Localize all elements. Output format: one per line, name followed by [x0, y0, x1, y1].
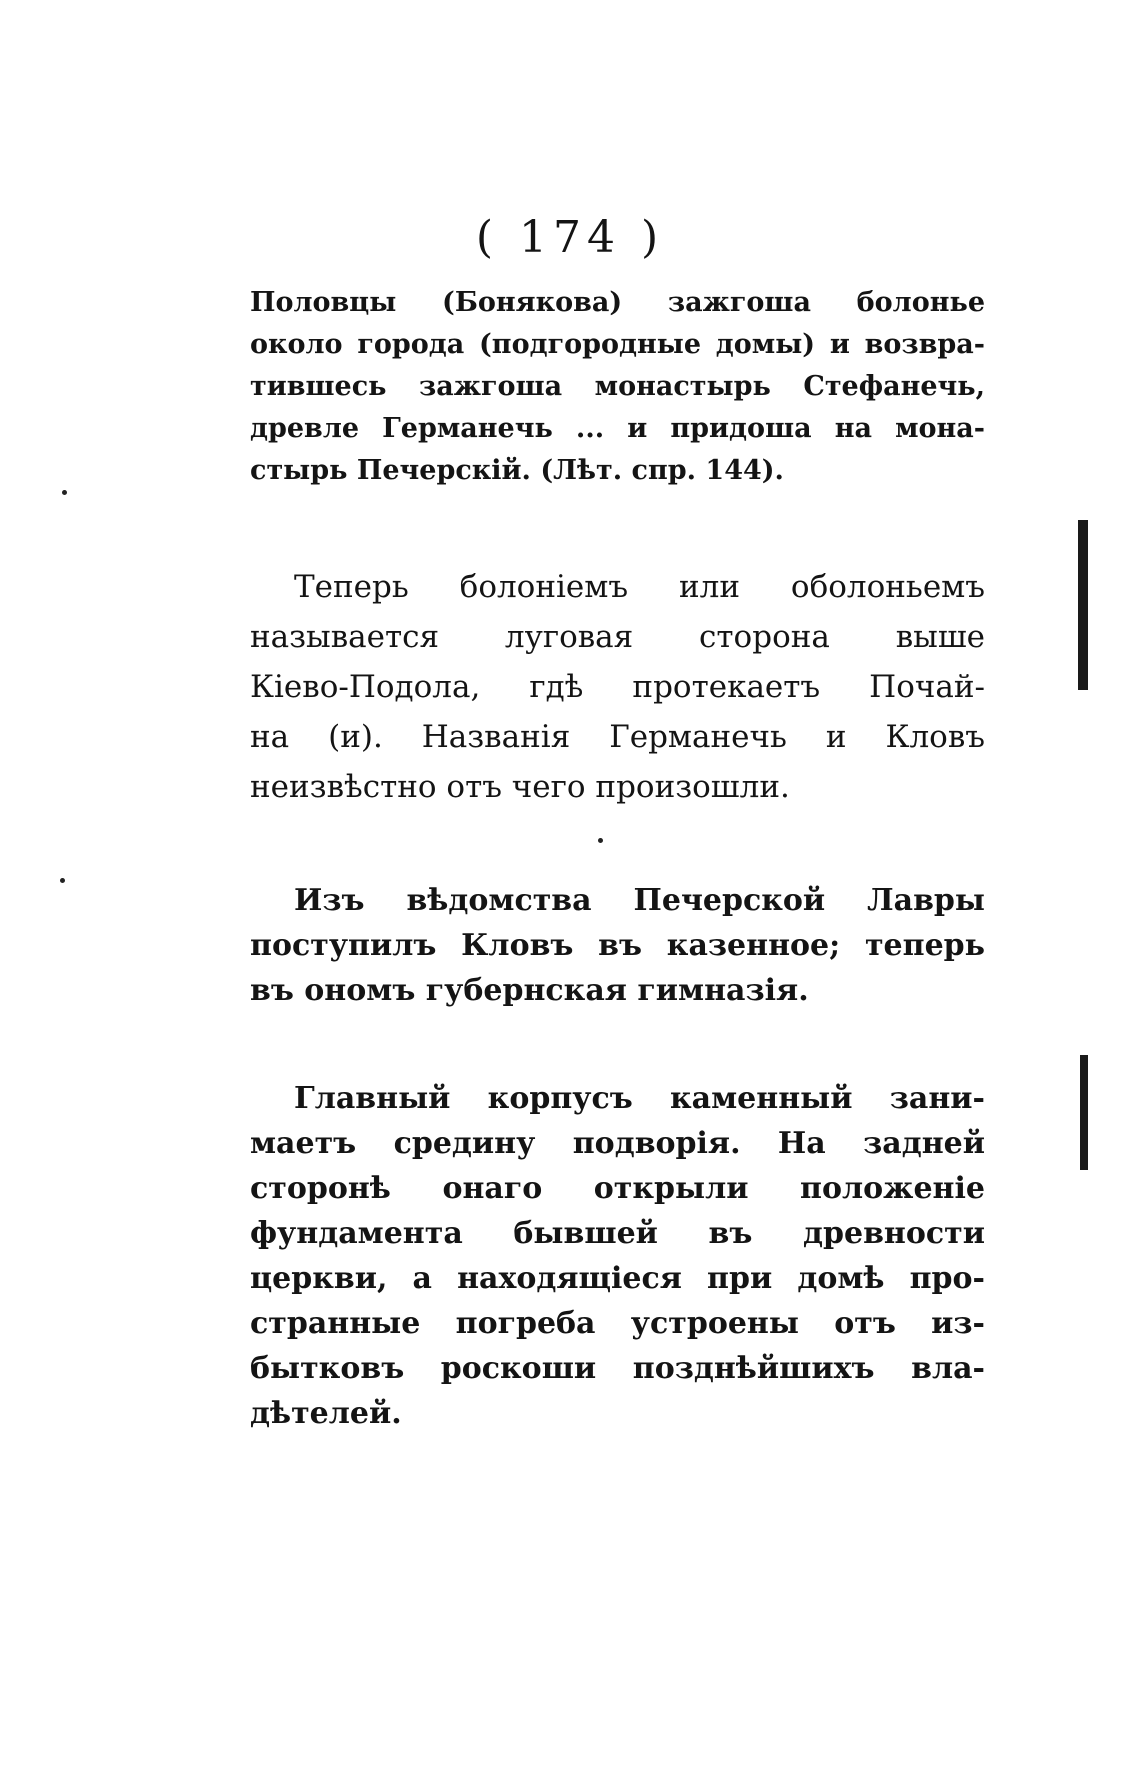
text-line: Изъ вѣдомства Печерской Лавры: [294, 883, 985, 918]
paragraph-main-building: [250, 1076, 985, 1436]
text-line: древле Германечь ... и придоша на мона-: [250, 413, 985, 444]
text-line: Кіево-Подола, гдѣ протекаетъ Почай-: [250, 669, 985, 705]
text-line: около города (подгородные домы) и возвра-: [250, 329, 985, 360]
paragraph-quote: [250, 282, 985, 492]
text-line: дѣтелей.: [250, 1396, 402, 1431]
text-line: называется луговая сторона выше: [250, 619, 985, 655]
scan-speck: [60, 878, 65, 883]
scan-speck: [62, 490, 67, 495]
text-line: церкви, а находящіеся при домѣ про-: [250, 1261, 985, 1296]
text-line: фундамента бывшей въ древности: [250, 1216, 985, 1251]
text-line: въ ономъ губернская гимназія.: [250, 973, 809, 1008]
page-number: ( 174 ): [475, 212, 665, 263]
scan-edge-mark: [1080, 1055, 1088, 1170]
text-line: поступилъ Кловъ въ казенное; теперь: [250, 928, 985, 963]
text-line: бытковъ роскоши позднѣйшихъ вла-: [250, 1351, 985, 1386]
text-line: тившесь зажгоша монастырь Стефанечь,: [250, 371, 985, 402]
text-line: стырь Печерскій. (Лѣт. спр. 144).: [250, 455, 784, 486]
paragraph-lavra: [250, 878, 985, 1013]
text-line: неизвѣстно отъ чего произошли.: [250, 769, 790, 805]
text-line: странные погреба устроены отъ из-: [250, 1306, 985, 1341]
text-line: Половцы (Бонякова) зажгоша болонье: [250, 287, 985, 318]
text-line: сторонѣ онаго открыли положеніе: [250, 1171, 985, 1206]
text-line: Главный корпусъ каменный зани-: [294, 1081, 985, 1116]
scan-speck: [598, 838, 603, 843]
scan-edge-mark: [1078, 520, 1088, 690]
text-line: на (и). Названія Германечь и Кловъ: [250, 719, 985, 755]
paragraph-obolon: [250, 562, 985, 812]
text-line: маетъ средину подворія. На задней: [250, 1126, 985, 1161]
text-line: Теперь болоніемъ или оболоньемъ: [294, 569, 985, 605]
